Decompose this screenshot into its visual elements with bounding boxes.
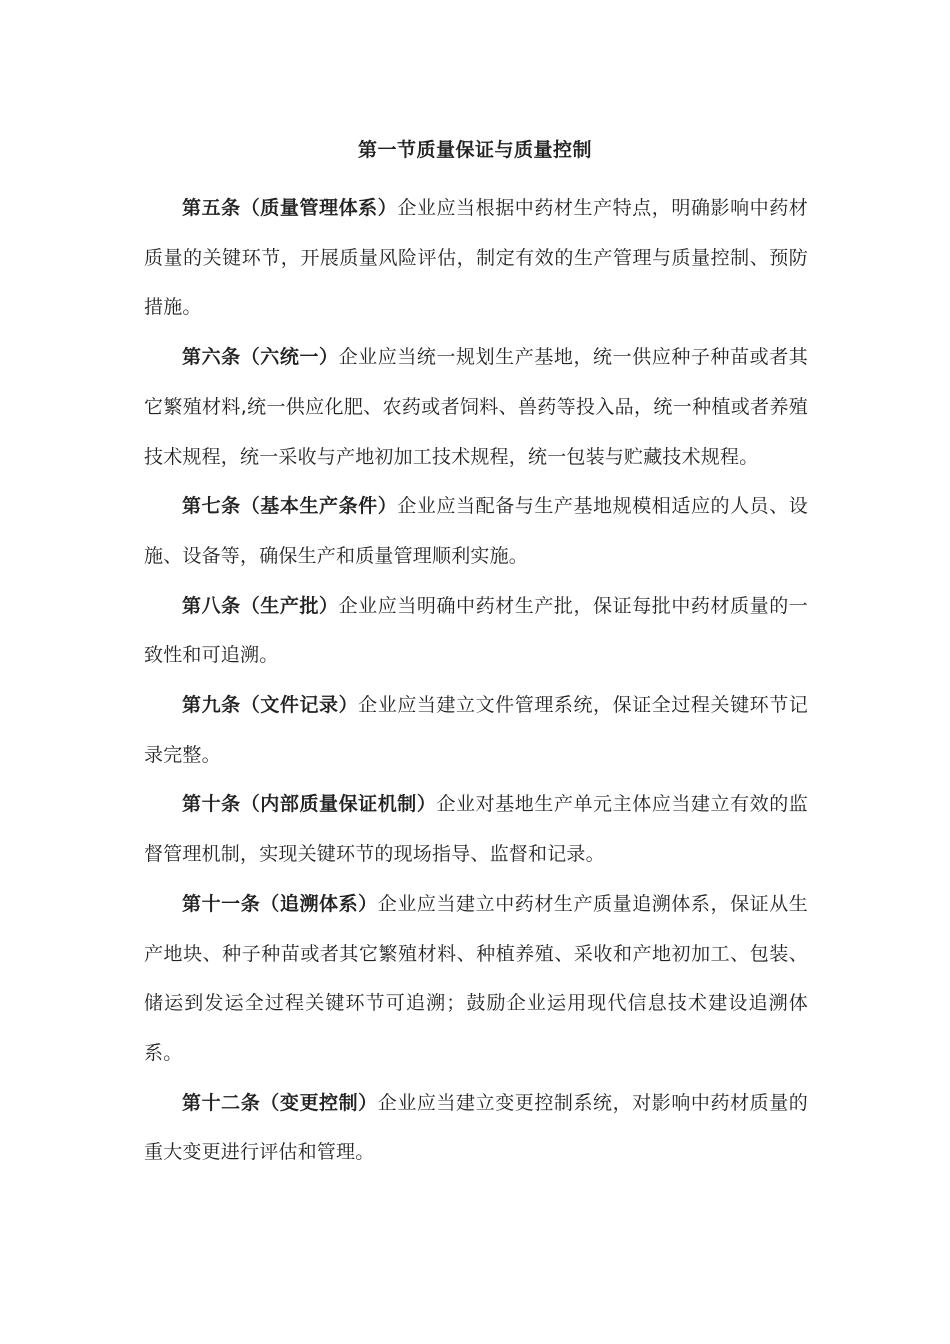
article-text: 企业应当建立中药材生产质量追溯体系，保证从生产地块、种子种苗或者其它繁殖材料、种植养殖、采收和产地初加工、包装、储运到发运全过程关键环节可追溯；鼓励企业运用现代信息技术建设追溯体系。 bbox=[144, 892, 808, 1064]
document-body bbox=[144, 184, 808, 1178]
article-10 bbox=[144, 780, 808, 879]
article-heading: 第六条（六统一） bbox=[182, 346, 339, 369]
article-heading: 第五条（质量管理体系） bbox=[182, 197, 398, 219]
section-title: 第一节质量保证与质量控制 bbox=[357, 139, 592, 161]
article-text: 企业应当根据中药材生产特点，明确影响中药材质量的关键环节，开展质量风险评估，制定有效的生产管理与质量控制、预防措施。 bbox=[144, 197, 809, 319]
article-text: 企业应当配备与生产基地规模相适应的人员、设施、设备等，确保生产和质量管理顺利实施。 bbox=[144, 495, 809, 567]
article-text: 企业应当建立文件管理系统，保证全过程关键环节记录完整。 bbox=[144, 694, 808, 766]
article-5 bbox=[144, 184, 808, 333]
article-9 bbox=[144, 681, 808, 780]
article-8 bbox=[144, 582, 808, 681]
article-heading: 第十一条（追溯体系） bbox=[182, 892, 378, 915]
article-text: 企业应当建立变更控制系统，对影响中药材质量的重大变更进行评估和管理。 bbox=[144, 1091, 808, 1164]
article-heading: 第九条（文件记录） bbox=[182, 694, 359, 717]
article-11 bbox=[144, 880, 808, 1079]
article-heading: 第七条（基本生产条件） bbox=[182, 495, 398, 518]
article-text: 企业应当明确中药材生产批，保证每批中药材质量的一致性和可追溯。 bbox=[144, 594, 808, 667]
article-heading: 第八条（生产批） bbox=[182, 594, 339, 617]
article-7 bbox=[144, 482, 808, 581]
article-text: 企业应当统一规划生产基地，统一供应种子种苗或者其它繁殖材料,统一供应化肥、农药或者饲料、兽药等投入品，统一种植或者养殖技术规程，统一采收与产地初加工技术规程，统一包装与贮藏技术规程。 bbox=[144, 346, 808, 468]
article-heading: 第十条（内部质量保证机制） bbox=[182, 793, 437, 816]
article-6 bbox=[144, 333, 808, 482]
article-text: 企业对基地生产单元主体应当建立有效的监督管理机制，实现关键环节的现场指导、监督和记录。 bbox=[144, 793, 808, 866]
article-heading: 第十二条（变更控制） bbox=[182, 1091, 378, 1114]
article-12 bbox=[144, 1079, 808, 1178]
